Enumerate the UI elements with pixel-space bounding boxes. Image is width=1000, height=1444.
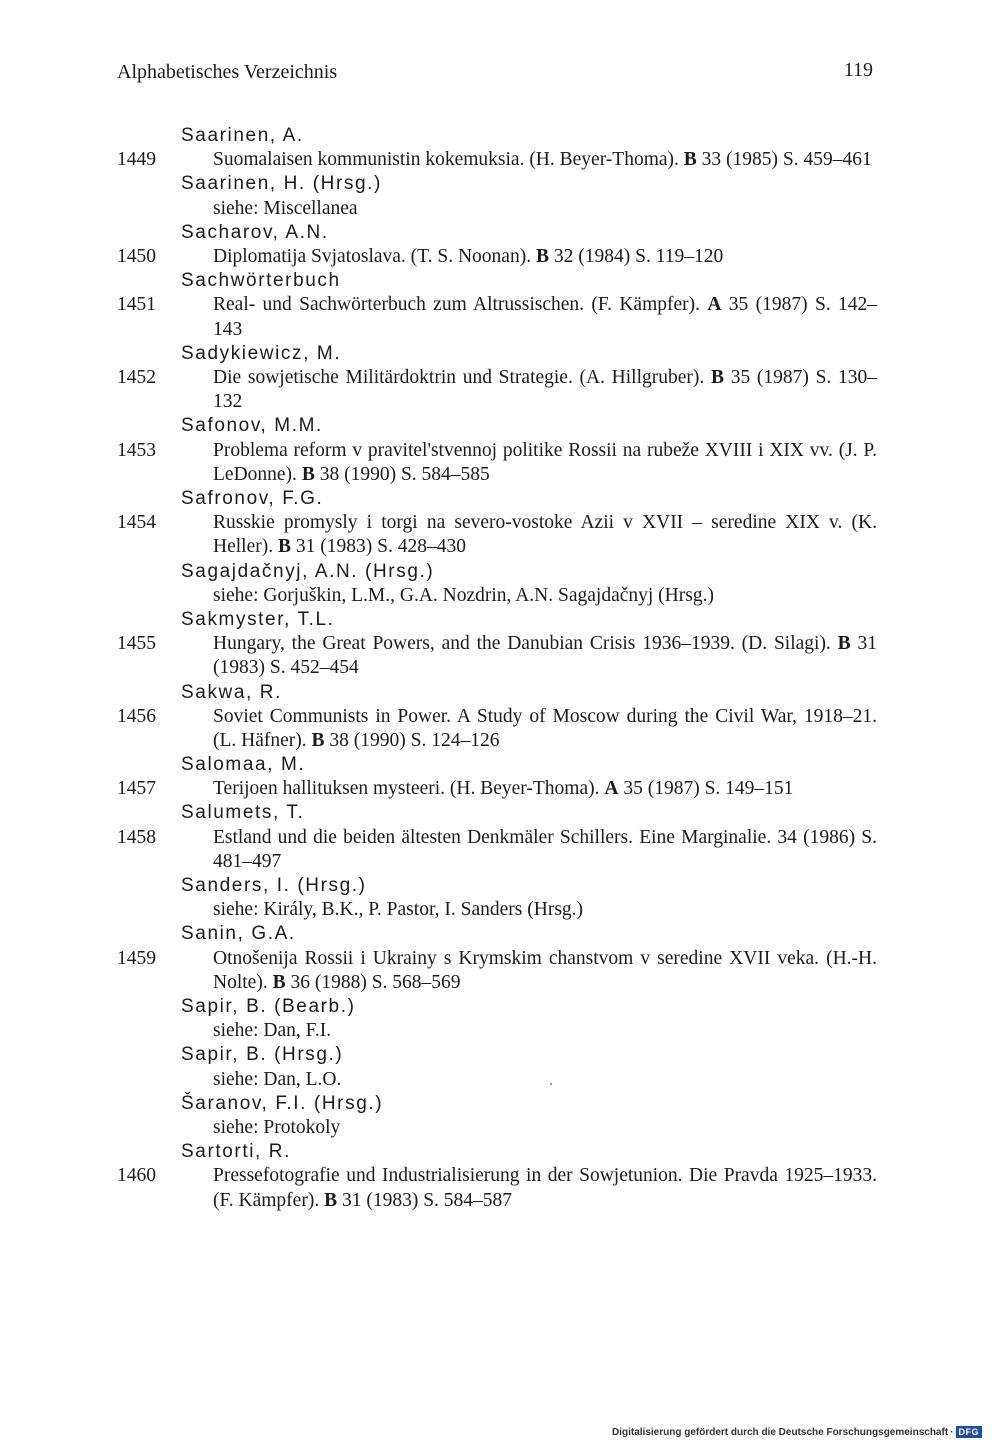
entry-citation: Otnošenija Rossii i Ukrainy s Krymskim chanstvom v seredine XVII veka. (H.-H. Nolte). B 36 (1988) S. 568–569: [213, 947, 877, 993]
running-header-title: Alphabetisches Verzeichnis: [117, 61, 338, 83]
index-entry: [117, 293, 877, 341]
index-entry: [117, 826, 877, 874]
entry-number: 1458: [117, 826, 156, 848]
entry-citation: Soviet Communists in Power. A Study of Moscow during the Civil War, 1918–21. (L. Häfner). B 38 (1990) S. 124–126: [213, 705, 877, 751]
index-author-heading: Sadykiewicz, M.: [181, 342, 342, 364]
index-author-heading: Sanders, I. (Hrsg.): [181, 875, 367, 897]
entry-number: 1457: [117, 778, 156, 800]
page-number: 119: [843, 59, 873, 81]
entry-citation: Suomalaisen kommunistin kokemuksia. (H. Beyer-Thoma). B 33 (1985) S. 459–461: [213, 149, 872, 171]
index-entry: [117, 947, 877, 995]
index-author-heading: Safonov, M.M.: [181, 415, 323, 437]
cross-reference: siehe: Miscellanea: [213, 197, 358, 219]
index-author-heading: Sachwörterbuch: [181, 270, 341, 292]
entry-citation: Diplomatija Svjatoslava. (T. S. Noonan). B 32 (1984) S. 119–120: [213, 245, 724, 267]
entry-citation: Hungary, the Great Powers, and the Danubian Crisis 1936–1939. (D. Silagi). B 31 (1983) S. 452–454: [213, 633, 878, 679]
entry-citation: Terijoen hallituksen mysteeri. (H. Beyer-Thoma). A 35 (1987) S. 149–151: [213, 778, 794, 800]
cross-reference: siehe: Gorjuškin, L.M., G.A. Nozdrin, A.N. Sagajdačnyj (Hrsg.): [213, 584, 714, 606]
entry-number: 1459: [117, 947, 156, 969]
entry-number: 1451: [117, 294, 156, 316]
index-entry: [117, 632, 877, 680]
index-entry: [117, 705, 877, 753]
index-author-heading: Safronov, F.G.: [181, 487, 324, 509]
index-author-heading: Saarinen, A.: [181, 125, 304, 146]
index-entry: [117, 1164, 877, 1212]
entry-number: 1460: [117, 1165, 156, 1187]
entry-citation: Die sowjetische Militärdoktrin und Strategie. (A. Hillgruber). B 35 (1987) S. 130–132: [213, 366, 877, 413]
index-entries: [117, 124, 877, 1213]
cross-reference: siehe: Dan, L.O.: [213, 1068, 342, 1090]
entry-citation: Real- und Sachwörterbuch zum Altrussischen. (F. Kämpfer). A 35 (1987) S. 142–143: [213, 294, 877, 340]
cross-reference: siehe: Király, B.K., P. Pastor, I. Sanders (Hrsg.): [213, 899, 584, 921]
index-author-heading: Sagajdačnyj, A.N. (Hrsg.): [181, 560, 435, 582]
entry-number: 1452: [117, 366, 156, 388]
index-author-heading: Salomaa, M.: [181, 754, 306, 776]
digitization-credit: [612, 1426, 982, 1438]
index-author-heading: Sakmyster, T.L.: [181, 608, 335, 630]
index-author-heading: Saarinen, H. (Hrsg.): [181, 173, 382, 195]
index-entry: [117, 777, 877, 801]
index-entry: [117, 439, 877, 487]
cross-reference: siehe: Dan, F.I.: [213, 1020, 332, 1042]
entry-citation: Problema reform v pravitel'stvennoj politike Rossii na rubeže XVIII i XIX vv. (J. P. LeDonne). B 38 (1990) S. 584–585: [213, 439, 877, 485]
index-author-heading: Sakwa, R.: [181, 681, 282, 703]
index-author-heading: Sartorti, R.: [181, 1141, 291, 1163]
entry-number: 1453: [117, 439, 156, 461]
dfg-logo: DFG: [956, 1426, 983, 1438]
index-entry: [117, 366, 877, 414]
entry-number: 1456: [117, 705, 156, 727]
index-author-heading: Sapir, B. (Bearb.): [181, 996, 356, 1018]
index-entry: [117, 148, 877, 172]
entry-citation: Russkie promysly i torgi na severo-vostoke Azii v XVII – seredine XIX v. (K. Heller). B 31 (1983) S. 428–430: [213, 512, 877, 558]
credit-text: Digitalisierung gefördert durch die Deutsche Forschungsgemeinschaft: [611, 1426, 949, 1438]
entry-number: 1455: [117, 633, 156, 655]
index-author-heading: Sapir, B. (Hrsg.): [181, 1044, 344, 1066]
cross-reference: siehe: Protokoly: [213, 1116, 341, 1138]
scan-speck: [550, 1083, 552, 1085]
entry-citation: Pressefotografie und Industrialisierung in der Sowjetunion. Die Pravda 1925–1933. (F. Kämpfer). B 31 (1983) S. 584–587: [213, 1165, 877, 1211]
entry-number: 1454: [117, 512, 156, 534]
entry-number: 1449: [117, 149, 156, 171]
entry-number: 1450: [117, 245, 156, 267]
credit-separator: ·: [950, 1426, 954, 1438]
index-author-heading: Šaranov, F.I. (Hrsg.): [181, 1092, 384, 1114]
index-entry: [117, 511, 877, 559]
entry-citation: Estland und die beiden ältesten Denkmäler Schillers. Eine Marginalie. 34 (1986) S. 481–497: [213, 826, 877, 872]
index-author-heading: Salumets, T.: [181, 802, 305, 824]
index-author-heading: Sanin, G.A.: [181, 923, 296, 945]
index-author-heading: Sacharov, A.N.: [181, 221, 329, 243]
index-entry: [117, 245, 877, 269]
